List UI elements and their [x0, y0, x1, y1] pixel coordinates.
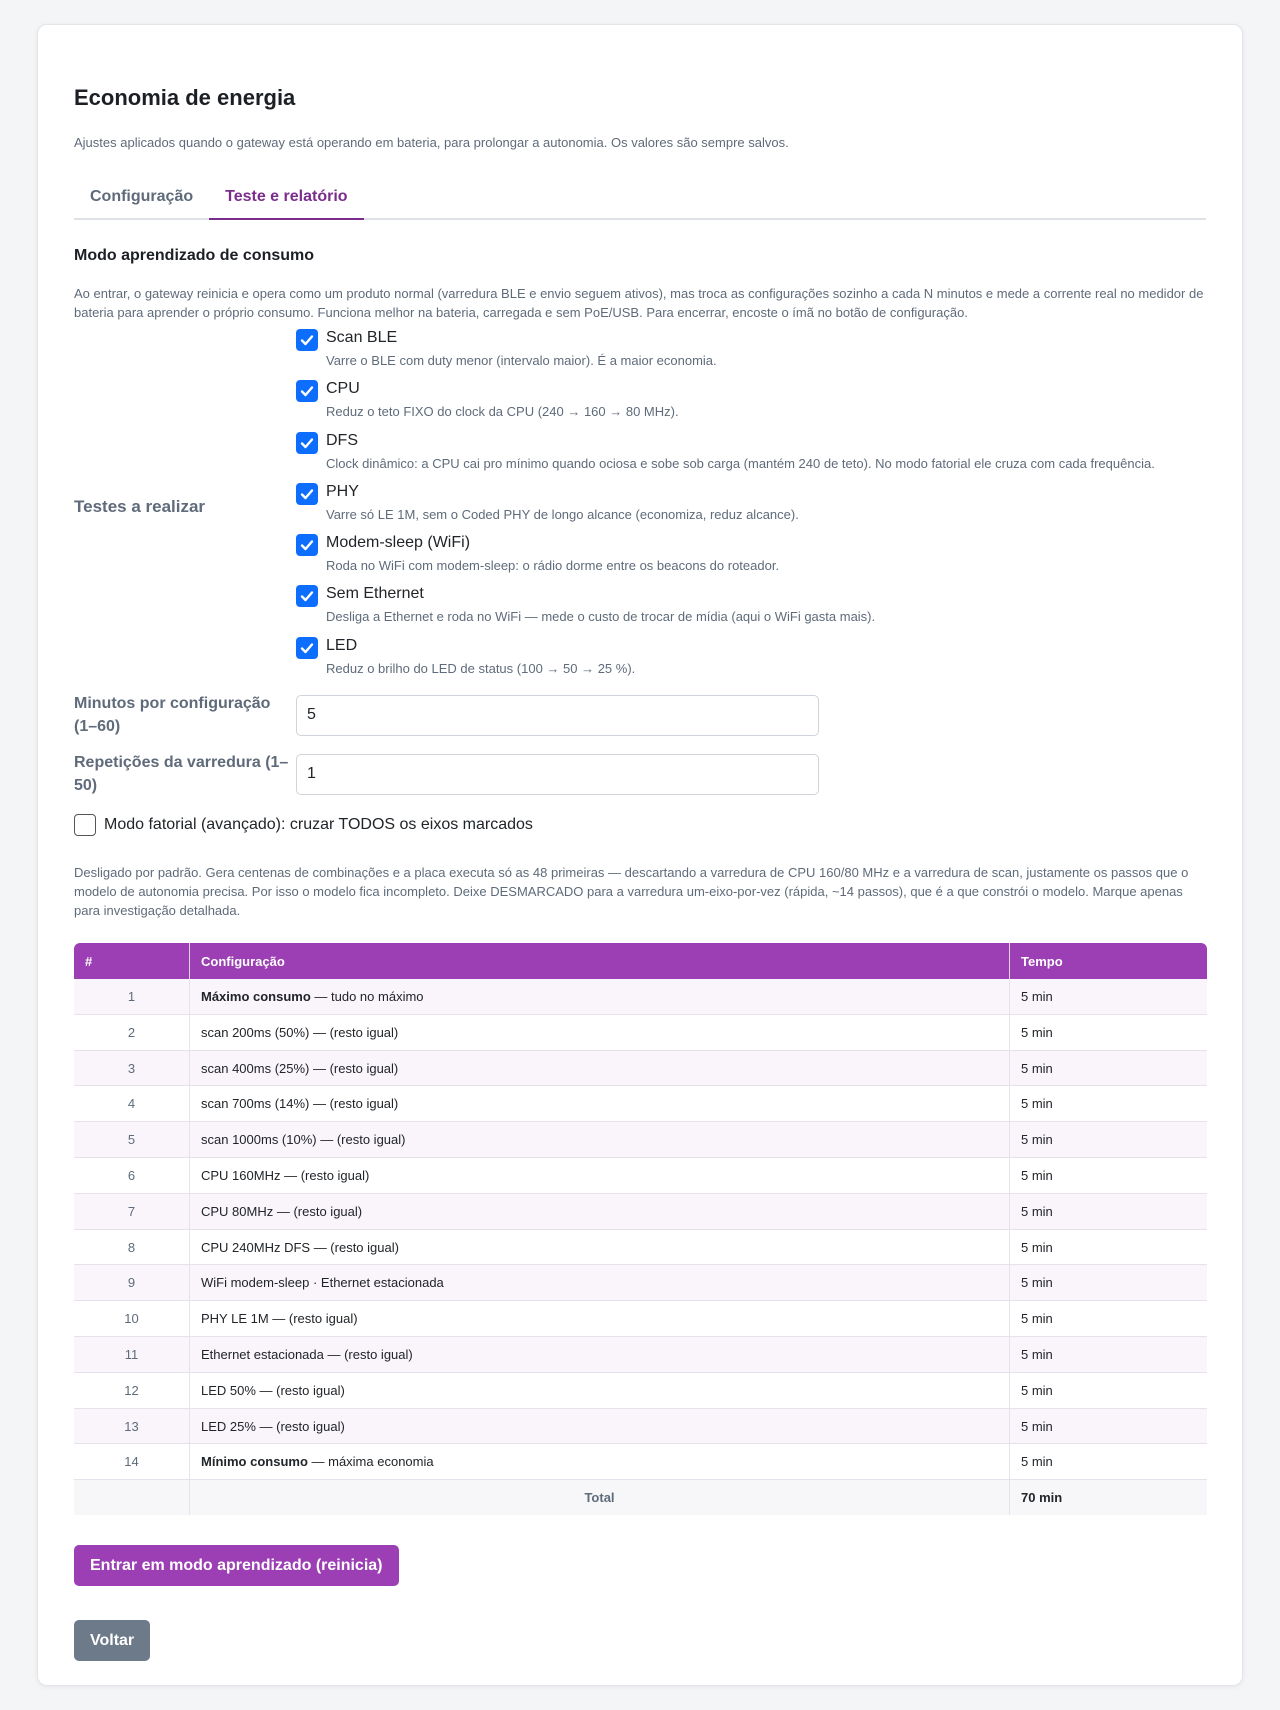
row-config-text: scan 700ms (14%) — (resto igual) [201, 1096, 399, 1112]
table-row [74, 1086, 1207, 1122]
test-item [296, 583, 1206, 634]
factorial-checkbox[interactable] [74, 814, 96, 836]
test-desc: Reduz o teto FIXO do clock da CPU (240 → 160 → 80 MHz). [326, 404, 679, 420]
checkbox-0[interactable] [296, 329, 318, 351]
row-config [189, 1122, 1009, 1158]
row-config-text: LED 50% — (resto igual) [201, 1382, 345, 1398]
row-config-text: scan 1000ms (10%) — (resto igual) [201, 1132, 406, 1148]
header-config: Configuração [189, 943, 1009, 979]
table-body [74, 979, 1207, 1480]
row-config [189, 1337, 1009, 1373]
table-row [74, 1194, 1207, 1230]
table-row [74, 1373, 1207, 1409]
test-title[interactable]: Modem-sleep (WiFi) [326, 534, 471, 552]
test-desc: Varre só LE 1M, sem o Coded PHY de longo alcance (economiza, reduz alcance). [326, 506, 799, 522]
row-num: 1 [74, 979, 189, 1015]
check-icon [299, 435, 315, 451]
test-title[interactable]: Sem Ethernet [326, 585, 424, 603]
steps-table [74, 943, 1207, 1515]
factorial-label[interactable]: Modo fatorial (avançado): cruzar TODOS os eixos marcados [104, 816, 533, 834]
row-config-text: CPU 80MHz — (resto igual) [201, 1203, 363, 1219]
row-num: 9 [74, 1265, 189, 1301]
section-intro: Ao entrar, o gateway reinicia e opera como um produto normal (varredura BLE e envio seguem ativos), mas troca as configurações sozinho a cada N minutos e mede a corrente real no medidor de bateria para aprender o próprio consumo. Funciona melhor na bateria, carregada e sem PoE/USB. Para encerrar, encoste o ímã no botão de configuração. [74, 286, 1204, 320]
row-config-text: Ethernet estacionada — (resto igual) [201, 1346, 413, 1362]
row-time: 5 min [1009, 1051, 1207, 1087]
minutes-row [74, 692, 1206, 738]
test-text [326, 378, 679, 429]
test-item [296, 481, 1206, 532]
table-row [74, 1444, 1207, 1480]
table-row [74, 979, 1207, 1015]
test-item [296, 327, 1206, 378]
factorial-note: Desligado por padrão. Gera centenas de combinações e a placa executa só as 48 primeiras — descartando a varredura de CPU 160/80 MHz e a varredura de scan, justamente os passos que o modelo de autonomia precisa. Por isso o modelo fica incompleto. Deixe DESMARCADO para a varredura um-eixo-por-vez (rápida, ~14 passos), que é a que constrói o modelo. Marque apenas para investigação detalhada. [74, 865, 1189, 919]
enter-learning-mode-button[interactable]: Entrar em modo aprendizado (reinicia) [74, 1545, 399, 1586]
test-text [326, 327, 717, 378]
test-item [296, 378, 1206, 429]
checkbox-6[interactable] [296, 637, 318, 659]
row-config [189, 1086, 1009, 1122]
row-num: 14 [74, 1444, 189, 1480]
test-title[interactable]: PHY [326, 482, 359, 500]
row-num: 2 [74, 1015, 189, 1051]
tab-bar [74, 178, 1206, 220]
header-num: # [74, 943, 189, 979]
row-num: 12 [74, 1373, 189, 1409]
row-num: 13 [74, 1409, 189, 1445]
row-config [189, 1158, 1009, 1194]
table-row [74, 1337, 1207, 1373]
row-config-text: — tudo no máximo [310, 988, 424, 1004]
test-item [296, 532, 1206, 583]
checkbox-5[interactable] [296, 585, 318, 607]
row-time: 5 min [1009, 979, 1207, 1015]
table-row [74, 1158, 1207, 1194]
tab-teste-relatorio[interactable]: Teste e relatório [209, 178, 363, 220]
test-text [326, 481, 799, 532]
check-icon [299, 588, 315, 604]
table-header-row [74, 943, 1207, 979]
test-desc: Clock dinâmico: a CPU cai pro mínimo quando ociosa e sobe sob carga (mantém 240 de teto). No modo fatorial ele cruza com cada frequência. [326, 455, 1155, 471]
row-config [189, 1301, 1009, 1337]
row-config-text: CPU 240MHz DFS — (resto igual) [201, 1239, 399, 1255]
row-time: 5 min [1009, 1194, 1207, 1230]
row-config [189, 1373, 1009, 1409]
check-icon [299, 332, 315, 348]
settings-card [37, 24, 1243, 1686]
row-config [189, 979, 1009, 1015]
row-num: 5 [74, 1122, 189, 1158]
table-row [74, 1122, 1207, 1158]
check-icon [299, 383, 315, 399]
row-num: 8 [74, 1230, 189, 1266]
test-title[interactable]: CPU [326, 380, 360, 398]
row-time: 5 min [1009, 1301, 1207, 1337]
test-desc: Desliga a Ethernet e roda no WiFi — mede o custo de trocar de mídia (aqui o WiFi gasta mais). [326, 609, 876, 625]
row-config [189, 1015, 1009, 1051]
minutes-label: Minutos por configuração (1–60) [74, 695, 271, 736]
test-text [326, 583, 875, 634]
section-title: Modo aprendizado de consumo [74, 247, 315, 264]
row-config [189, 1444, 1009, 1480]
test-desc: Roda no WiFi com modem-sleep: o rádio dorme entre os beacons do roteador. [326, 558, 780, 574]
row-config-bold: Máximo consumo [201, 988, 311, 1004]
row-time: 5 min [1009, 1122, 1207, 1158]
checkbox-2[interactable] [296, 432, 318, 454]
repeats-row [74, 751, 1206, 797]
test-item [296, 430, 1206, 481]
row-config-text: PHY LE 1M — (resto igual) [201, 1311, 358, 1327]
tests-label: Testes a realizar [74, 496, 206, 516]
row-time: 5 min [1009, 1015, 1207, 1051]
table-row [74, 1051, 1207, 1087]
check-icon [299, 486, 315, 502]
row-time: 5 min [1009, 1409, 1207, 1445]
table-row [74, 1265, 1207, 1301]
page-subtitle: Ajustes aplicados quando o gateway está operando em bateria, para prolongar a autonomia. Os valores são sempre salvos. [74, 135, 789, 150]
test-title[interactable]: Scan BLE [326, 329, 398, 346]
row-num: 6 [74, 1158, 189, 1194]
check-icon [299, 640, 315, 656]
tests-list [296, 327, 1206, 686]
row-time: 5 min [1009, 1086, 1207, 1122]
row-num: 4 [74, 1086, 189, 1122]
table-total-row [74, 1480, 1207, 1515]
test-text [326, 635, 635, 686]
repeats-label: Repetições da varredura (1–50) [74, 754, 289, 795]
row-config-text: CPU 160MHz — (resto igual) [201, 1167, 370, 1183]
row-time: 5 min [1009, 1230, 1207, 1266]
row-config [189, 1409, 1009, 1445]
back-button[interactable]: Voltar [74, 1620, 150, 1661]
test-desc: Reduz o brilho do LED de status (100 → 50 → 25 %). [326, 660, 636, 676]
factorial-row [74, 814, 1206, 836]
header-time: Tempo [1009, 943, 1207, 979]
row-config-text: LED 25% — (resto igual) [201, 1418, 345, 1434]
row-time: 5 min [1009, 1373, 1207, 1409]
page-title: Economia de energia [74, 85, 296, 110]
tests-group [74, 327, 1206, 686]
row-config-text: scan 200ms (50%) — (resto igual) [201, 1024, 399, 1040]
test-text [326, 532, 779, 583]
row-config [189, 1194, 1009, 1230]
tab-configuracao[interactable]: Configuração [90, 188, 194, 205]
test-text [326, 430, 1155, 481]
row-num: 11 [74, 1337, 189, 1373]
row-config [189, 1051, 1009, 1087]
row-config [189, 1265, 1009, 1301]
test-desc: Varre o BLE com duty menor (intervalo maior). É a maior economia. [326, 353, 717, 368]
row-config-text: WiFi modem-sleep · Ethernet estacionada [201, 1275, 444, 1291]
row-time: 5 min [1009, 1444, 1207, 1480]
total-value: 70 min [1009, 1480, 1207, 1515]
row-time: 5 min [1009, 1337, 1207, 1373]
test-title[interactable]: DFS [326, 431, 358, 449]
test-item [296, 635, 1206, 686]
row-config-text: scan 400ms (25%) — (resto igual) [201, 1060, 399, 1076]
row-time: 5 min [1009, 1158, 1207, 1194]
checkbox-3[interactable] [296, 483, 318, 505]
row-config [189, 1230, 1009, 1266]
total-label: Total [189, 1480, 1009, 1515]
table-row [74, 1301, 1207, 1337]
repeats-input[interactable] [296, 754, 819, 795]
row-time: 5 min [1009, 1265, 1207, 1301]
checkbox-1[interactable] [296, 380, 318, 402]
test-title[interactable]: LED [326, 636, 358, 654]
row-num: 10 [74, 1301, 189, 1337]
table-row [74, 1015, 1207, 1051]
row-config-bold: Mínimo consumo [201, 1454, 308, 1470]
table-row [74, 1409, 1207, 1445]
checkbox-4[interactable] [296, 534, 318, 556]
table-row [74, 1230, 1207, 1266]
check-icon [299, 537, 315, 553]
row-config-text: — máxima economia [307, 1454, 434, 1470]
row-num: 7 [74, 1194, 189, 1230]
row-num: 3 [74, 1051, 189, 1087]
minutes-input[interactable] [296, 695, 819, 736]
